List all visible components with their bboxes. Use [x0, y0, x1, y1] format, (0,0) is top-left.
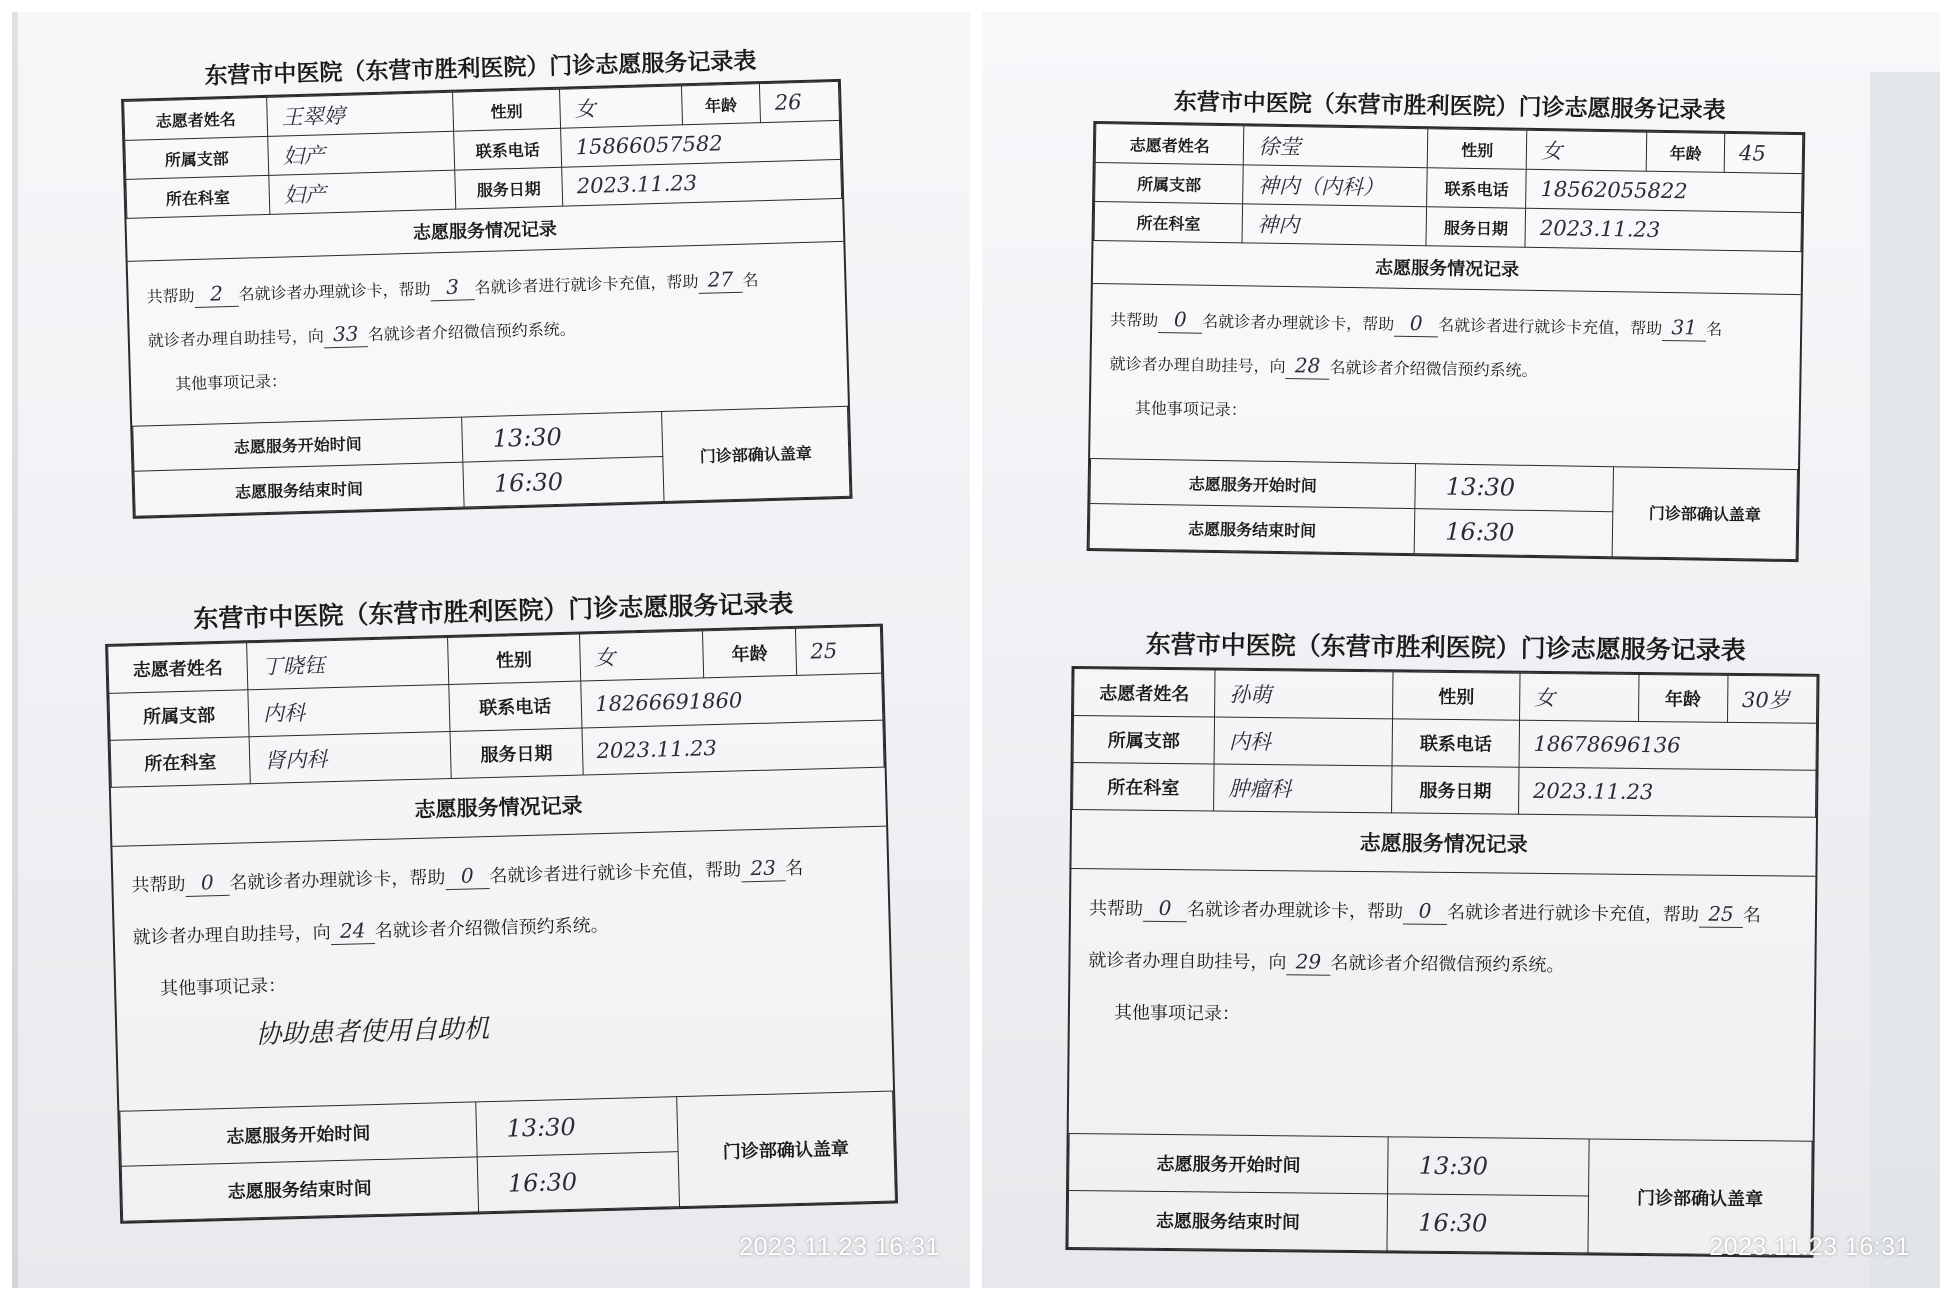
dept-value: 妇产	[269, 170, 456, 214]
photo-timestamp: 2023.11.23 16:31	[1709, 1233, 1910, 1261]
age-value: 26	[760, 81, 840, 122]
branch-value: 神内（内科）	[1243, 165, 1427, 207]
phone-label: 联系电话	[454, 128, 562, 170]
date-value: 2023.11.23	[1518, 767, 1816, 817]
name-value: 丁晓钰	[247, 638, 449, 690]
text-t5: 就诊者办理自助挂号，向	[1088, 950, 1287, 974]
service-record	[1090, 284, 1801, 469]
form-frame	[1065, 666, 1819, 1258]
section-title: 志愿服务情况记录	[1071, 810, 1816, 877]
dept-label: 所在科室	[126, 175, 270, 218]
other-label: 其他事项记录：	[1113, 1002, 1241, 1025]
wechat-count: 33	[323, 320, 368, 348]
text-t4: 名	[742, 270, 759, 290]
text-t3: 名就诊者进行就诊卡充值，帮助	[1438, 315, 1663, 338]
branch-value: 内科	[248, 685, 450, 737]
text-t1: 共帮助	[131, 873, 186, 897]
cards-count: 0	[1143, 895, 1187, 922]
phone-label: 联系电话	[449, 681, 582, 731]
gender-label: 性别	[448, 634, 581, 684]
service-record	[1069, 869, 1816, 1141]
end-value: 16:30	[1414, 509, 1613, 557]
form-1	[120, 40, 853, 519]
text-t4: 名	[1706, 319, 1723, 339]
form-frame	[121, 79, 852, 519]
wechat-count: 24	[330, 917, 375, 945]
dept-label: 所在科室	[1073, 763, 1215, 811]
branch-label: 所属支部	[1095, 163, 1244, 204]
text-t2: 名就诊者办理就诊卡，帮助	[229, 867, 446, 894]
service-record	[128, 242, 848, 426]
form-2	[104, 582, 898, 1224]
start-label: 志愿服务开始时间	[133, 417, 463, 471]
text-t5: 就诊者办理自助挂号，向	[132, 922, 332, 949]
other-label: 其他事项记录：	[1134, 398, 1248, 420]
cards-count: 0	[1158, 306, 1202, 334]
paper-edge	[1870, 72, 1940, 1288]
branch-label: 所属支部	[125, 136, 269, 179]
form-title: 东营市中医院（东营市胜利医院）门诊志愿服务记录表	[193, 588, 794, 634]
name-value: 王翠婷	[267, 92, 454, 136]
section-title: 志愿服务情况记录	[126, 199, 843, 262]
dept-value: 神内	[1242, 204, 1426, 246]
date-label: 服务日期	[455, 167, 563, 209]
text-t3: 名就诊者进行就诊卡充值，帮助	[474, 271, 699, 298]
end-label: 志愿服务结束时间	[1089, 503, 1415, 553]
stamp-label: 门诊部确认盖章	[676, 1091, 895, 1207]
start-label: 志愿服务开始时间	[120, 1102, 477, 1166]
end-value: 16:30	[463, 456, 664, 507]
phone-label: 联系电话	[1427, 168, 1527, 209]
text-t4: 名	[784, 857, 804, 880]
start-label: 志愿服务开始时间	[1069, 1133, 1389, 1193]
age-value: 45	[1724, 133, 1802, 173]
phone-value: 18562055822	[1526, 169, 1802, 212]
gender-label: 性别	[452, 89, 560, 131]
name-label: 志愿者姓名	[1074, 669, 1216, 717]
start-label: 志愿服务开始时间	[1090, 458, 1416, 508]
text-t2: 名就诊者办理就诊卡，帮助	[1202, 311, 1395, 334]
age-value: 30岁	[1727, 675, 1817, 723]
service-record	[112, 827, 893, 1111]
name-label: 志愿者姓名	[108, 643, 248, 694]
stamp-label: 门诊部确认盖章	[1612, 467, 1797, 560]
text-t1: 共帮助	[146, 286, 195, 307]
phone-value: 15866057582	[561, 120, 841, 167]
stamp-label: 门诊部确认盖章	[1588, 1139, 1812, 1255]
time-table	[132, 406, 850, 517]
text-t6: 名就诊者介绍微信预约系统。	[1330, 952, 1565, 977]
time-table	[119, 1091, 896, 1222]
info-table	[1094, 123, 1804, 252]
text-t2: 名就诊者办理就诊卡，帮助	[238, 279, 431, 304]
wechat-count: 29	[1286, 948, 1330, 975]
date-value: 2023.11.23	[562, 159, 842, 206]
phone-value: 18266691860	[580, 673, 883, 728]
end-value: 16:30	[477, 1152, 679, 1212]
age-label: 年龄	[1647, 132, 1725, 172]
name-label: 志愿者姓名	[124, 97, 268, 140]
other-note: 协助患者使用自助机	[254, 1014, 490, 1051]
gender-label: 性别	[1427, 129, 1527, 170]
date-value: 2023.11.23	[581, 720, 884, 775]
name-value: 孙萌	[1215, 670, 1394, 719]
text-t2: 名就诊者办理就诊卡，帮助	[1186, 899, 1404, 923]
form-4	[1065, 624, 1820, 1258]
form-frame	[1087, 121, 1806, 562]
end-label: 志愿服务结束时间	[121, 1157, 478, 1221]
name-label: 志愿者姓名	[1095, 124, 1244, 165]
text-t3: 名就诊者进行就诊卡充值，帮助	[1446, 901, 1700, 926]
date-label: 服务日期	[450, 728, 583, 778]
paper-edge	[12, 12, 18, 1288]
section-title: 志愿服务情况记录	[1093, 241, 1802, 295]
recharge-count: 0	[1394, 310, 1438, 338]
selfreg-count: 27	[698, 266, 743, 294]
branch-label: 所属支部	[109, 690, 249, 741]
other-label: 其他事项记录：	[174, 371, 288, 394]
form-frame	[105, 624, 898, 1224]
phone-value: 18678696136	[1519, 720, 1817, 770]
text-t1: 共帮助	[1110, 310, 1159, 331]
cards-count: 0	[185, 869, 230, 897]
branch-label: 所属支部	[1073, 716, 1215, 764]
recharge-count: 0	[445, 862, 490, 890]
gender-value: 女	[579, 631, 704, 681]
info-table	[107, 626, 884, 788]
name-value: 徐莹	[1244, 126, 1428, 168]
info-table	[1072, 668, 1817, 818]
selfreg-count: 23	[741, 854, 786, 882]
dept-label: 所在科室	[110, 737, 250, 788]
selfreg-count: 25	[1699, 901, 1743, 928]
end-label: 志愿服务结束时间	[134, 462, 464, 516]
age-label: 年龄	[681, 84, 761, 125]
recharge-count: 0	[1403, 897, 1447, 924]
text-t6: 名就诊者介绍微信预约系统。	[367, 319, 576, 345]
end-label: 志愿服务结束时间	[1068, 1190, 1388, 1250]
date-label: 服务日期	[1392, 766, 1519, 814]
age-label: 年龄	[703, 628, 797, 677]
dept-label: 所在科室	[1094, 202, 1243, 243]
gender-value: 女	[560, 86, 683, 128]
date-value: 2023.11.23	[1525, 208, 1801, 251]
text-t1: 共帮助	[1088, 898, 1144, 920]
info-table	[123, 81, 842, 219]
form-3	[1087, 82, 1806, 562]
phone-label: 联系电话	[1393, 719, 1520, 767]
text-t5: 就诊者办理自助挂号，向	[147, 326, 325, 351]
start-value: 13:30	[475, 1097, 677, 1157]
text-t5: 就诊者办理自助挂号，向	[1109, 354, 1286, 377]
gender-label: 性别	[1393, 672, 1520, 720]
dept-value: 肾内科	[249, 731, 451, 783]
photo-right	[982, 12, 1940, 1288]
selfreg-count: 31	[1662, 314, 1706, 342]
dept-value: 肿瘤科	[1214, 764, 1393, 813]
start-value: 13:30	[1415, 464, 1614, 512]
photo-left	[12, 12, 970, 1288]
start-value: 13:30	[1388, 1137, 1589, 1196]
time-table	[1067, 1133, 1812, 1256]
gender-value: 女	[1526, 130, 1647, 171]
branch-value: 妇产	[268, 131, 455, 175]
form-title: 东营市中医院（东营市胜利医院）门诊志愿服务记录表	[1173, 88, 1726, 124]
time-table	[1089, 458, 1798, 560]
stamp-label: 门诊部确认盖章	[662, 406, 850, 501]
recharge-count: 3	[430, 273, 475, 301]
section-title: 志愿服务情况记录	[111, 768, 886, 847]
start-value: 13:30	[461, 412, 662, 463]
photo-timestamp: 2023.11.23 16:31	[739, 1233, 940, 1261]
text-t6: 名就诊者介绍微信预约系统。	[1329, 357, 1538, 381]
wechat-count: 28	[1285, 352, 1329, 380]
age-value: 25	[795, 626, 881, 675]
date-label: 服务日期	[1426, 207, 1526, 248]
form-title: 东营市中医院（东营市胜利医院）门诊志愿服务记录表	[204, 47, 757, 90]
cards-count: 2	[194, 280, 239, 308]
text-t3: 名就诊者进行就诊卡充值，帮助	[489, 859, 742, 888]
branch-value: 内科	[1214, 717, 1393, 766]
form-title: 东营市中医院（东营市胜利医院）门诊志愿服务记录表	[1145, 629, 1746, 666]
end-value: 16:30	[1387, 1194, 1588, 1253]
text-t6: 名就诊者介绍微信预约系统。	[374, 914, 609, 943]
other-label: 其他事项记录：	[159, 975, 287, 1000]
gender-value: 女	[1519, 673, 1638, 721]
text-t4: 名	[1742, 905, 1762, 927]
age-label: 年龄	[1638, 674, 1728, 722]
